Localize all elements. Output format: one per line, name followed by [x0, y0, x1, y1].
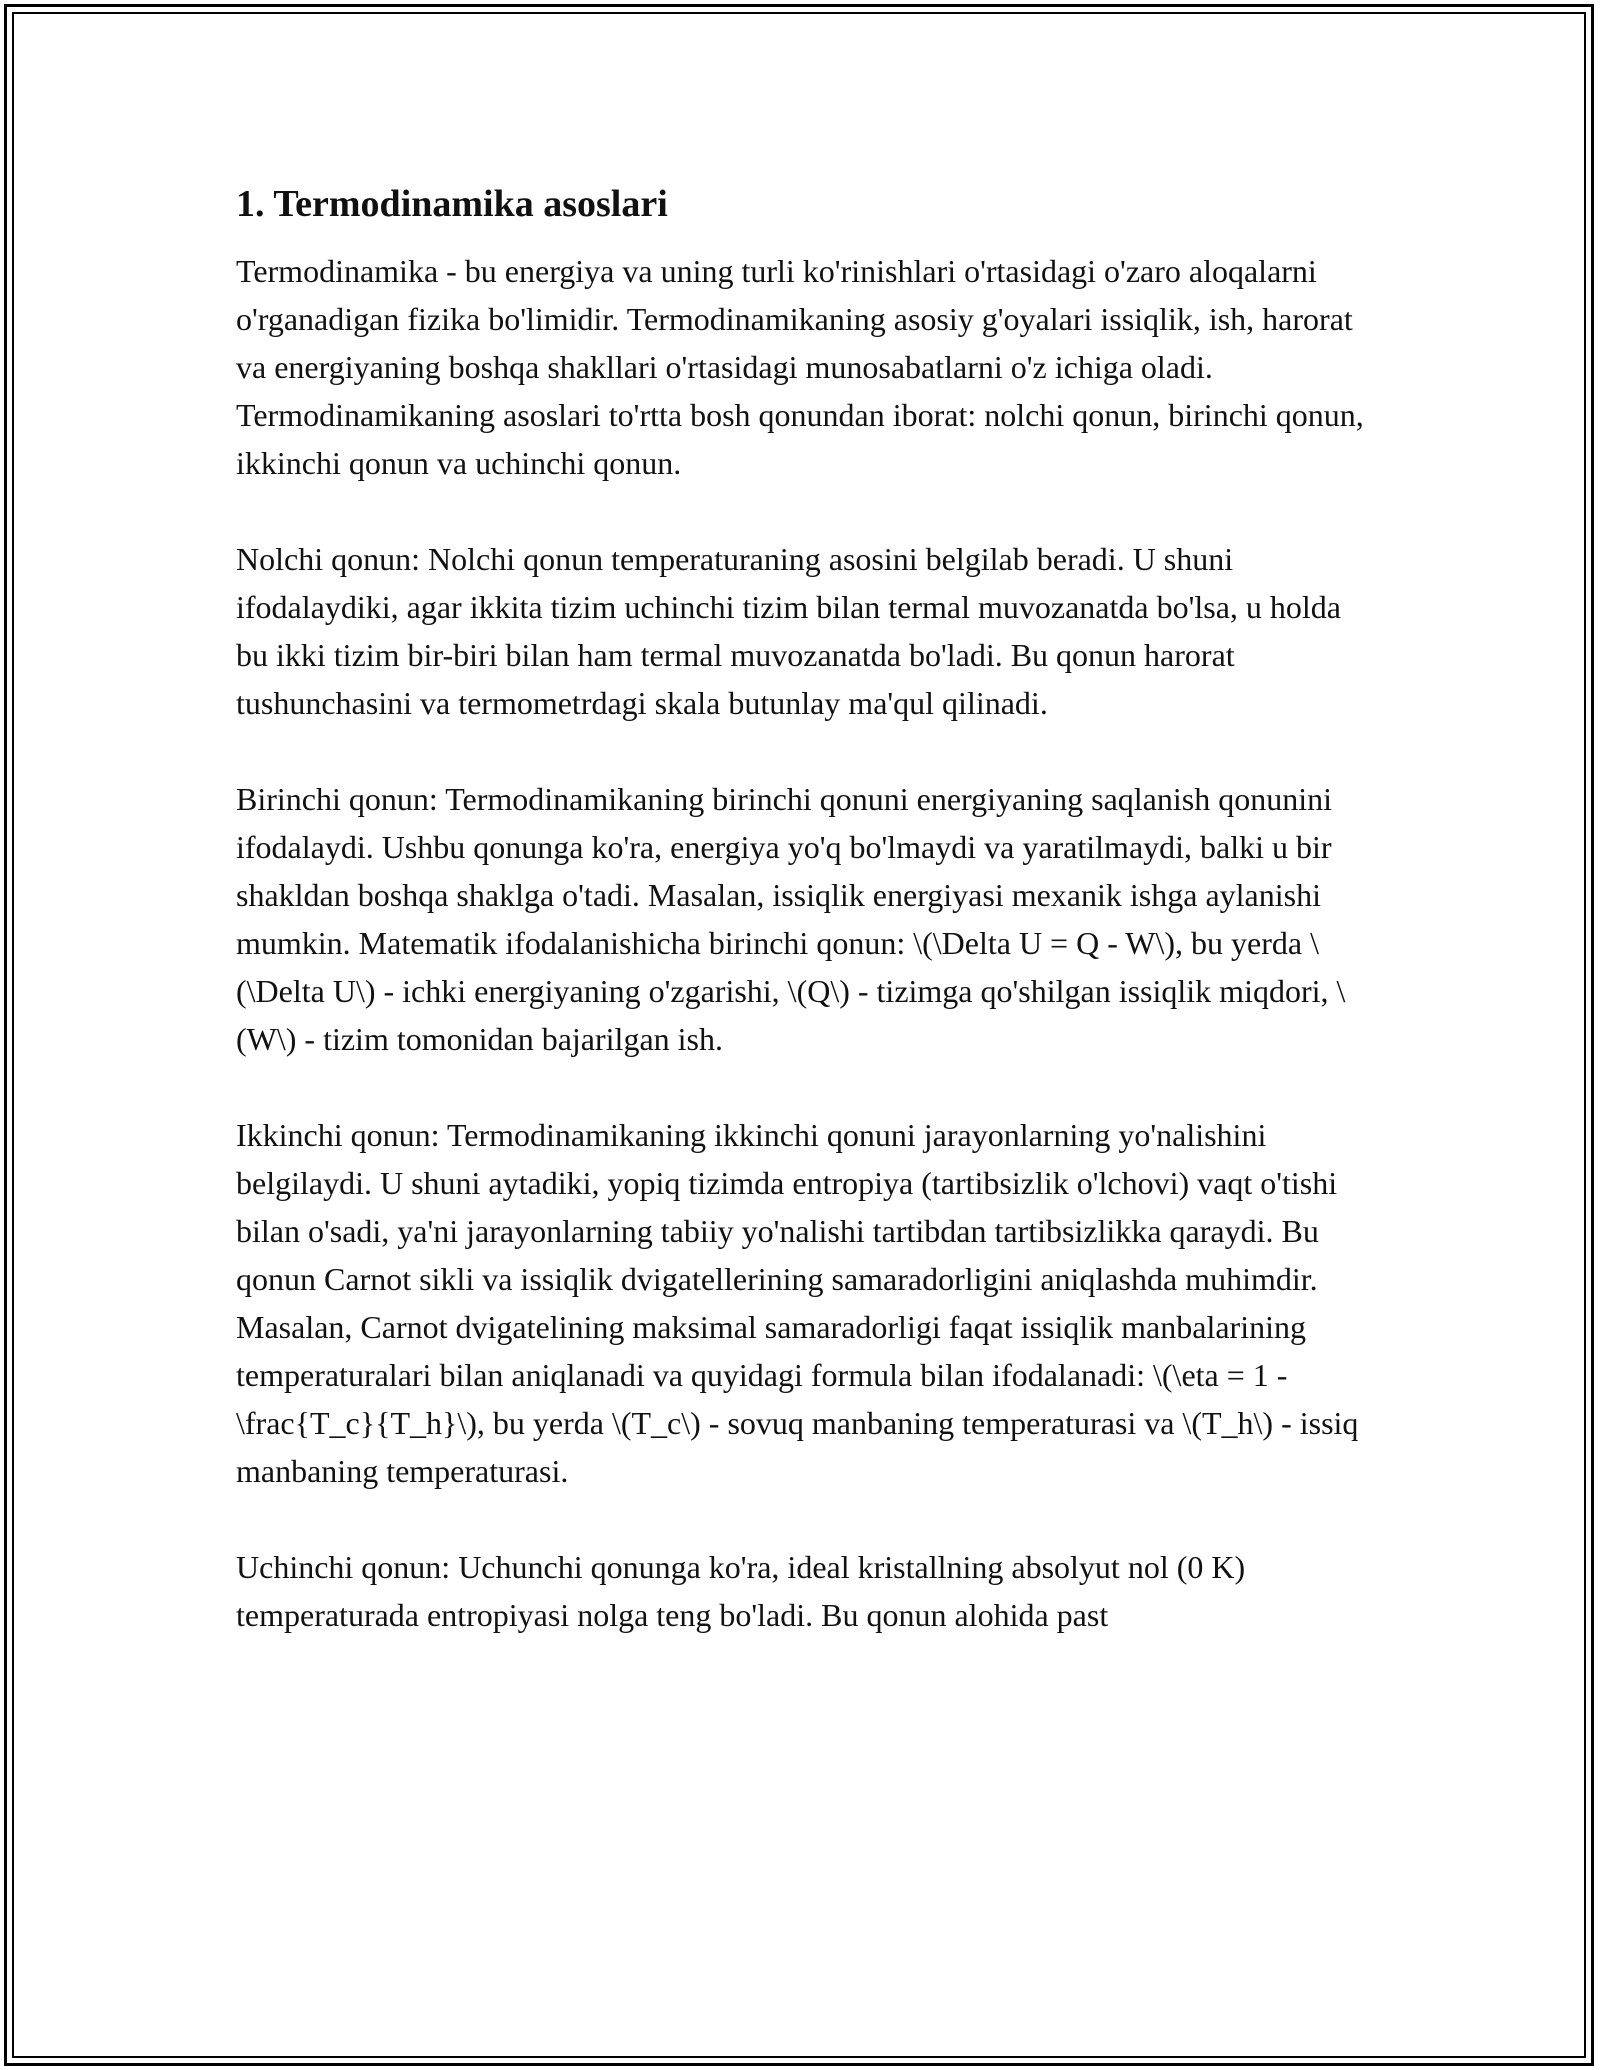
document-body	[236, 180, 1371, 1687]
paragraph-third-law: Uchinchi qonun: Uchunchi qonunga ko'ra, ideal kristallning absolyut nol (0 K) temperaturada entropiyasi nolga teng bo'ladi. Bu qonun alohida past	[236, 1549, 1246, 1634]
paragraph-first-law: Birinchi qonun: Termodinamikaning birinchi qonuni energiyaning saqlanish qonunini ifodalaydi. Ushbu qonunga ko'ra, energiya yo'q bo'lmaydi va yaratilmaydi, balki u bir shakldan boshqa shaklga o'tadi. Masalan, issiqlik energiyasi mexanik ishga aylanishi mumkin. Matematik ifodalanishicha birinchi qonun: \(\Delta U = Q - W\), bu yerda \(\Delta U\) - ichki energiyaning o'zgarishi, \(Q\) - tizimga qo'shilgan issiqlik miqdori, \(W\) - tizim tomonidan bajarilgan ish.	[236, 781, 1346, 1058]
paragraph-second-law: Ikkinchi qonun: Termodinamikaning ikkinchi qonuni jarayonlarning yo'nalishini belgilaydi. U shuni aytadiki, yopiq tizimda entropiya (tartibsizlik o'lchovi) vaqt o'tishi bilan o'sadi, ya'ni jarayonlarning tabiiy yo'nalishi tartibdan tartibsizlikka qaraydi. Bu qonun Carnot sikli va issiqlik dvigatellerining samaradorligini aniqlashda muhimdir. Masalan, Carnot dvigatelining maksimal samaradorligi faqat issiqlik manbalarining temperaturalari bilan aniqlanadi va quyidagi formula bilan ifodalanadi: \(\eta = 1 - \frac{T_c}{T_h}\), bu yerda \(T_c\) - sovuq manbaning temperaturasi va \(T_h\) - issiq manbaning temperaturasi.	[236, 1117, 1359, 1490]
section-heading: 1. Termodinamika asoslari	[236, 183, 668, 225]
paragraph-intro: Termodinamika - bu energiya va uning turli ko'rinishlari o'rtasidagi o'zaro aloqalarni o'rganadigan fizika bo'limidir. Termodinamikaning asosiy g'oyalari issiqlik, ish, harorat va energiyaning boshqa shakllari o'rtasidagi munosabatlarni o'z ichiga oladi. Termodinamikaning asoslari to'rtta bosh qonundan iborat: nolchi qonun, birinchi qonun, ikkinchi qonun va uchinchi qonun.	[236, 253, 1364, 482]
paragraph-zeroth-law: Nolchi qonun: Nolchi qonun temperaturaning asosini belgilab beradi. U shuni ifodalaydiki, agar ikkita tizim uchinchi tizim bilan termal muvozanatda bo'lsa, u holda bu ikki tizim bir-biri bilan ham termal muvozanatda bo'ladi. Bu qonun harorat tushunchasini va termometrdagi skala butunlay ma'qul qilinadi.	[236, 541, 1341, 722]
